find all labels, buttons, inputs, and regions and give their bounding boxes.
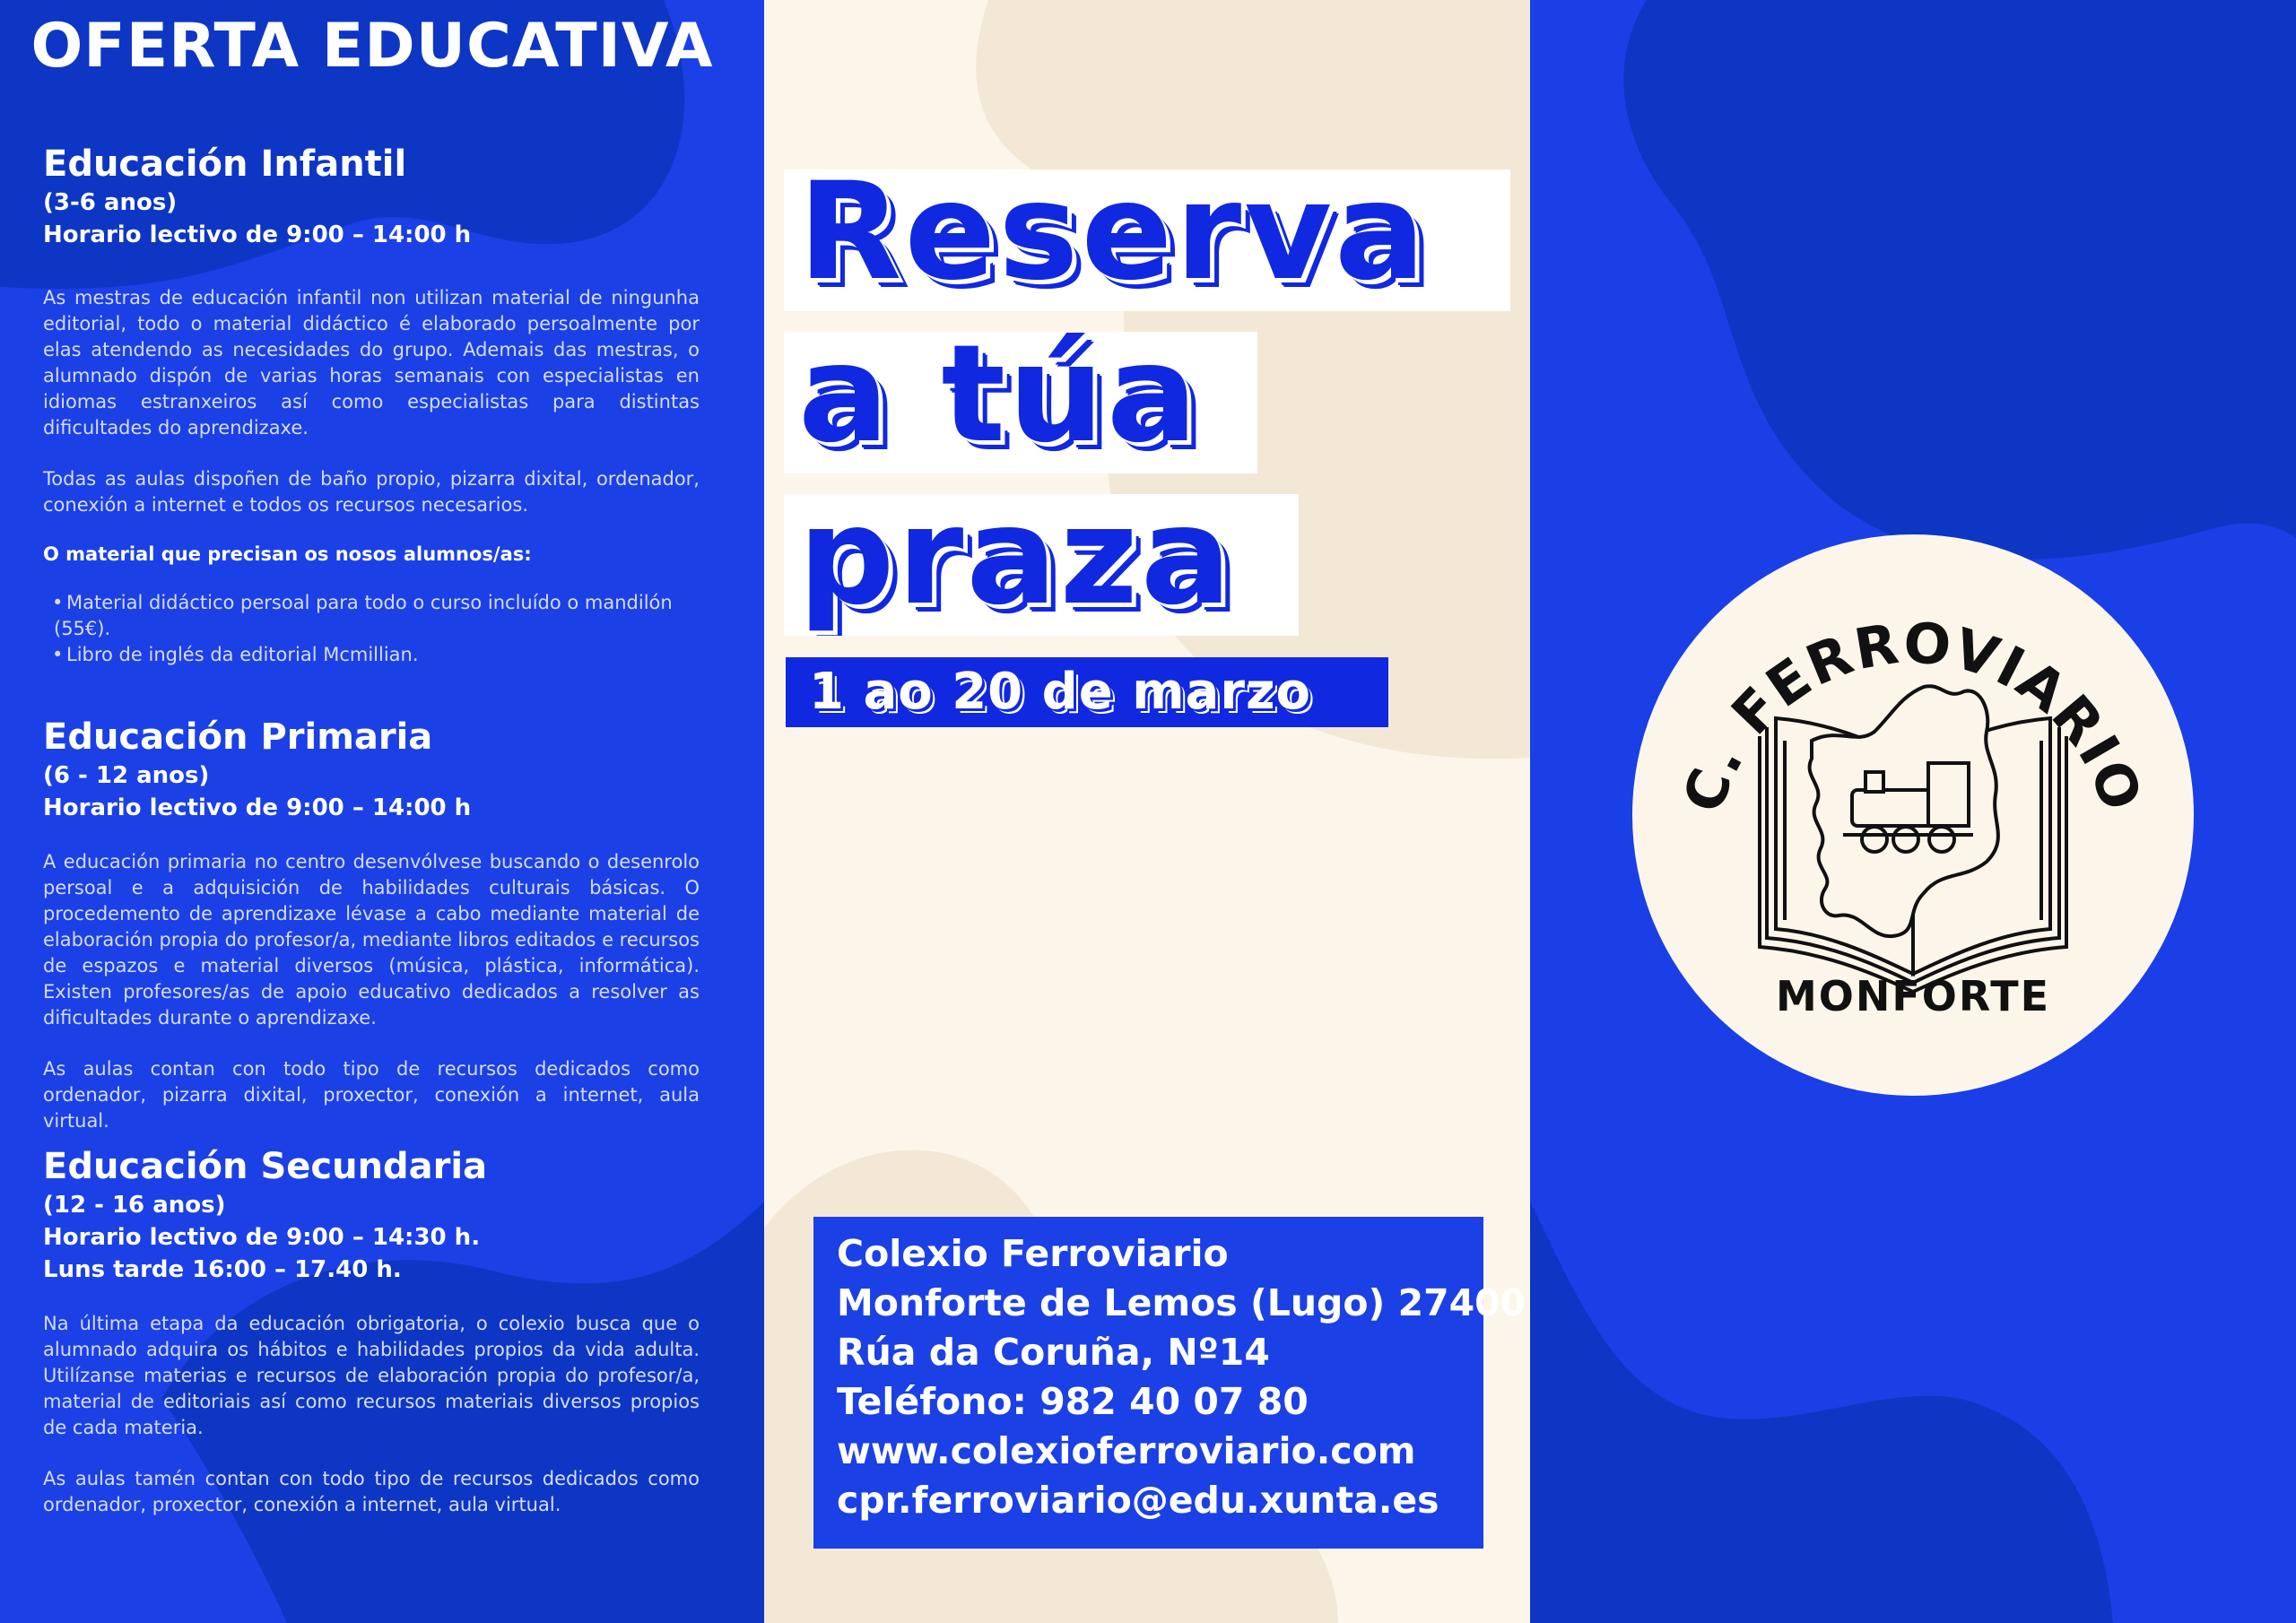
material-heading: O material que precisan os nosos alumnos/as: <box>43 543 532 565</box>
logo-arc-text: C. FERROVIARIO <box>1669 609 2156 820</box>
headline-line-1: Reserva <box>784 169 1510 311</box>
contact-website-link[interactable]: www.colexioferroviario.com <box>837 1429 1416 1472</box>
section-title: Educación Infantil <box>43 143 407 185</box>
headline-line-3: praza <box>784 494 1299 636</box>
section-secundaria <box>43 1144 700 1518</box>
contact-box <box>813 1217 1526 1549</box>
school-logo <box>1632 534 2194 1096</box>
material-list <box>43 590 700 668</box>
section-schedule: Horario lectivo de 9:00 – 14:00 h <box>43 221 472 248</box>
contact-school-name: Colexio Ferroviario <box>837 1232 1229 1275</box>
section-paragraph: A educación primaria no centro desenvólvese buscando o desenrolo persoal e a adquisición de habilidades culturais básicas. O procedemento de aprendizaxe lévase a cabo mediante material de elaboración propia do profesor/a, mediante libros editados e recursos de espazos e material diversos (música, plástica, informática). Existen profesores/as de apoio educativo dedicados a resolver as dificultades durante o aprendizaxe. <box>43 851 700 1028</box>
section-schedule: Horario lectivo de 9:00 – 14:00 h <box>43 794 472 821</box>
left-panel <box>0 0 764 1623</box>
section-paragraph: Na última etapa da educación obrigatoria, o colexio busca que o alumnado adquira os hábitos e habilidades propios da vida adulta. Utilízanse materias e recursos de elaboración propia do profesor/a, material de editoriais así como recursos materiais diversos propios de cada materia. <box>43 1313 700 1438</box>
section-schedule: Horario lectivo de 9:00 – 14:30 h. <box>43 1224 481 1251</box>
section-paragraph: As aulas contan con todo tipo de recursos dedicados como ordenador, pizarra dixital, proxector, conexión a internet, aula virtual. <box>43 1058 700 1132</box>
section-infantil <box>43 142 700 668</box>
section-age: (12 - 16 anos) <box>43 1192 226 1219</box>
list-item: • Libro de inglés da editorial Mcmillian. <box>43 642 700 668</box>
section-primaria <box>43 715 700 1134</box>
contact-city: Monforte de Lemos (Lugo) 27400 <box>837 1281 1526 1324</box>
contact-address: Rúa da Coruña, Nº14 <box>837 1331 1270 1374</box>
section-title: Educación Secundaria <box>43 1146 488 1187</box>
date-text: 1 ao 20 de marzo <box>809 663 1312 721</box>
section-paragraph: As mestras de educación infantil non utilizan material de ningunha editorial, todo o material didáctico é elaborado persoalmente por elas atendendo as necesidades do grupo. Ademais das mestras, o alumnado dispón de varias horas semanais con especialistas en idiomas estranxeiros así como especialistas para distintas dificultades do aprendizaxe. <box>43 287 700 438</box>
section-age: (6 - 12 anos) <box>43 762 210 789</box>
section-paragraph: Todas as aulas dispoñen de baño propio, pizarra dixital, ordenador, conexión a internet e todos os recursos necesarios. <box>43 468 700 516</box>
section-paragraph: As aulas tamén contan con todo tipo de recursos dedicados como ordenador, proxector, conexión a internet, aula virtual. <box>43 1468 700 1515</box>
date-banner <box>786 657 1388 727</box>
section-age: (3-6 anos) <box>43 189 178 216</box>
offer-title: OFERTA EDUCATIVA <box>30 11 714 82</box>
logo-bottom-text: MONFORTE <box>1775 972 2051 1020</box>
list-item: • Material didáctico persoal para todo o curso incluído o mandilón (55€). <box>43 590 700 642</box>
section-title: Educación Primaria <box>43 716 433 758</box>
contact-email-link[interactable]: cpr.ferroviario@edu.xunta.es <box>837 1479 1439 1522</box>
contact-phone: Teléfono: 982 40 07 80 <box>837 1380 1309 1423</box>
section-schedule-extra: Luns tarde 16:00 – 17.40 h. <box>43 1256 402 1283</box>
headline-line-2: a túa <box>784 332 1257 473</box>
